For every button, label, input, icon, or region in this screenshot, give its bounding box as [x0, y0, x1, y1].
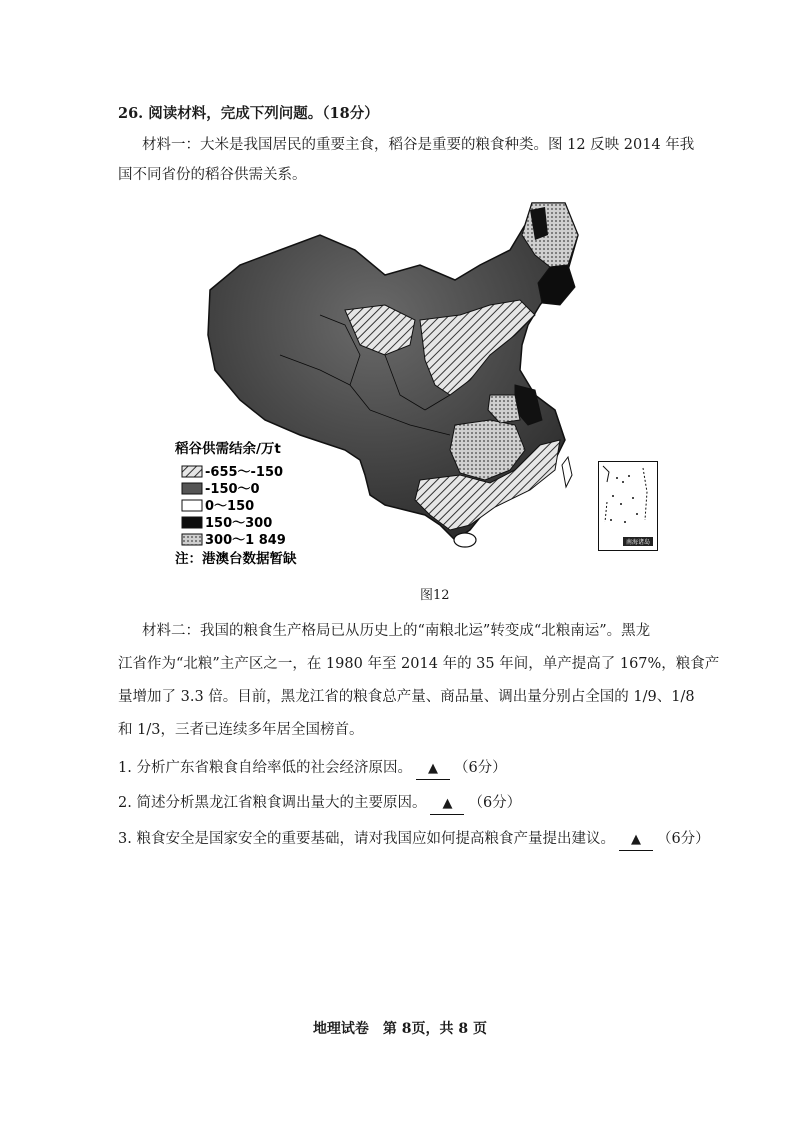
region-taiwan — [562, 457, 572, 487]
svg-text:0～150: 0～150 — [205, 499, 255, 514]
figure-caption: 图12 — [420, 588, 450, 603]
sub-question-2 — [118, 793, 521, 815]
legend-title: 稻谷供需结余/万t — [175, 441, 281, 457]
svg-text:-150～0: -150～0 — [205, 482, 260, 497]
page-footer: 地理试卷 第 8页，共 8 页 — [312, 1021, 488, 1037]
sub-question-1 — [118, 758, 507, 780]
sub-question-3-text: 3. 粮食安全是国家安全的重要基础，请对我国应如何提高粮食产量提出建议。 — [118, 831, 615, 847]
sub-question-2-text: 2. 简述分析黑龙江省粮食调出量大的主要原因。 — [118, 795, 427, 811]
sub-question-3 — [118, 829, 710, 851]
legend-item-dark — [182, 482, 260, 497]
legend-note: 注：港澳台数据暂缺 — [175, 551, 297, 567]
material1-line1: 材料一：大米是我国居民的重要主食，稻谷是重要的粮食种类。图 12 反映 2014 年我 — [142, 137, 695, 153]
svg-text:-655～-150: -655～-150 — [205, 465, 284, 480]
rice-supply-map-figure — [170, 195, 590, 570]
material1-line2: 国不同省份的稻谷供需关系。 — [118, 167, 307, 183]
answer-marker[interactable]: ▲ — [416, 759, 450, 780]
legend-item-black — [182, 516, 272, 531]
region-hainan — [454, 533, 476, 547]
question-heading: 26. 阅读材料，完成下列问题。（18分） — [118, 105, 379, 122]
legend-item-white — [182, 499, 254, 514]
material2-line3: 量增加了 3.3 倍。目前，黑龙江省的粮食总产量、商品量、调出量分别占全国的 1/9、1/8 — [118, 689, 695, 705]
sub-question-1-text: 1. 分析广东省粮食自给率低的社会经济原因。 — [118, 760, 412, 776]
legend-item-dots — [182, 533, 286, 548]
south-china-sea-inset — [598, 461, 658, 551]
inset-islands — [599, 462, 657, 550]
sub-question-2-score: （6分） — [468, 795, 522, 811]
answer-marker[interactable]: ▲ — [619, 830, 653, 851]
sub-question-3-score: （6分） — [656, 831, 710, 847]
material2-line1: 材料二：我国的粮食生产格局已从历史上的“南粮北运”转变成“北粮南运”。黑龙 — [142, 623, 651, 639]
legend-item-hatch — [182, 465, 283, 480]
svg-text:300～1 849: 300～1 849 — [205, 533, 286, 548]
material2-line4: 和 1/3，三者已连续多年居全国榜首。 — [118, 722, 364, 738]
sub-question-1-score: （6分） — [453, 760, 507, 776]
answer-marker[interactable]: ▲ — [430, 794, 464, 815]
svg-text:150～300: 150～300 — [205, 516, 273, 531]
inset-label: 南海诸岛 — [625, 539, 651, 546]
material2-line2: 江省作为“北粮”主产区之一，在 1980 年至 2014 年的 35 年间，单产提高了 167%，粮食产 — [118, 656, 720, 672]
